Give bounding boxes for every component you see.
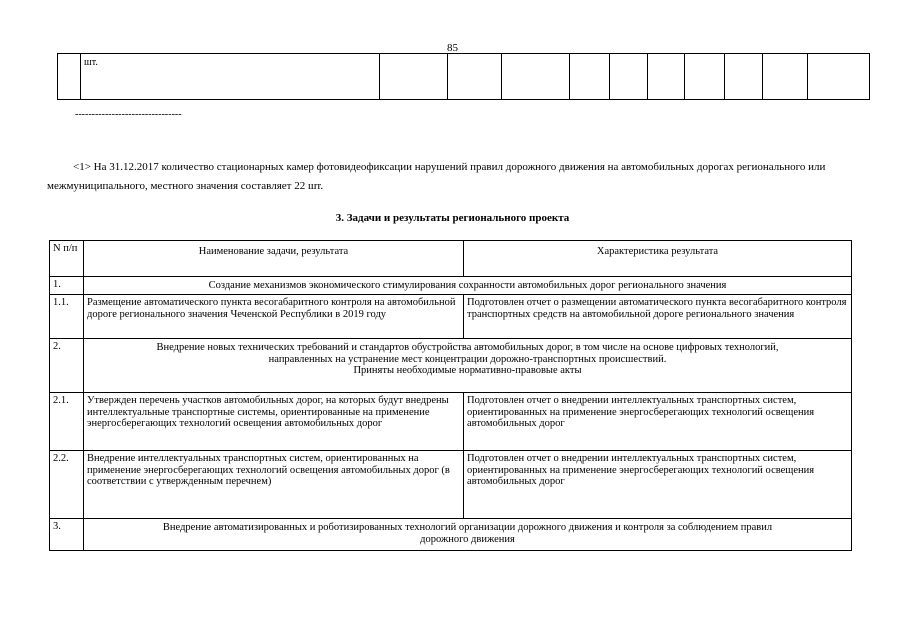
header-name: Наименование задачи, результата: [84, 241, 464, 277]
row-num: 3.: [50, 519, 84, 551]
table-row: [50, 277, 852, 295]
row-num: 1.1.: [50, 295, 84, 339]
table-cell: [685, 54, 725, 100]
table-cell: [570, 54, 610, 100]
table-cell: [725, 54, 763, 100]
table-cell: [763, 54, 808, 100]
task-heading: [84, 519, 852, 551]
table-row: [50, 519, 852, 551]
task-heading: [84, 339, 852, 393]
row-num: 2.: [50, 339, 84, 393]
footnote-text: <1> На 31.12.2017 количество стационарных камер фотовидеофиксации нарушений правил дорожного движения на автомобильных дорогах регионального или межмуниципального, местного значения составляет 22 шт.: [47, 161, 826, 192]
result-name: Утвержден перечень участков автомобильных дорог, на которых будут внедрены интеллектуальные транспортные системы, ориентированные на применение энергосберегающих технологий освещения автомобильных дорог: [84, 393, 464, 451]
row-num: 2.1.: [50, 393, 84, 451]
table-cell: [380, 54, 448, 100]
task-heading-text: Внедрение автоматизированных и роботизированных технологий организации дорожного движения и контроля за соблюдением правил дорожного движения: [162, 522, 773, 545]
table-cell: [610, 54, 648, 100]
continuation-table: [57, 53, 870, 100]
table-cell: [648, 54, 685, 100]
task-heading-text: Создание механизмов экономического стимулирования сохранности автомобильных дорог регионального значения: [208, 280, 727, 291]
footnote-separator: --------------------------------: [75, 109, 182, 120]
table-row: [50, 393, 852, 451]
table-row: [50, 295, 852, 339]
result-name: Внедрение интеллектуальных транспортных систем, ориентированных на применение энергосберегающих технологий освещения автомобильных дорог (в соответствии с утвержденным перечнем): [84, 451, 464, 519]
task-heading-note: Приняты необходимые нормативно-правовые акты: [353, 365, 582, 376]
task-heading: [84, 277, 852, 295]
table-row: [58, 54, 870, 100]
table-cell: [808, 54, 870, 100]
result-characteristic: Подготовлен отчет о размещении автоматического пункта весогабаритного контроля транспортных средств на автомобильной дороге регионального значения: [464, 295, 852, 339]
result-name: Размещение автоматического пункта весогабаритного контроля на автомобильной дороге регионального значения Чеченской Республики в 2019 году: [84, 295, 464, 339]
header-num: N п/п: [50, 241, 84, 277]
task-heading-text: Внедрение новых технических требований и стандартов обустройства автомобильных дорог, в том числе на основе цифровых технологий, направленных на устранение мест концентрации дорожно-транспортных происшествий.: [156, 342, 779, 365]
table-cell: [58, 54, 81, 100]
header-characteristic: Характеристика результата: [464, 241, 852, 277]
row-num: 1.: [50, 277, 84, 295]
table-cell: [448, 54, 502, 100]
result-characteristic: Подготовлен отчет о внедрении интеллектуальных транспортных систем, ориентированных на применение энергосберегающих технологий освещения автомобильных дорог: [464, 393, 852, 451]
result-characteristic: Подготовлен отчет о внедрении интеллектуальных транспортных систем, ориентированных на применение энергосберегающих технологий освещения автомобильных дорог: [464, 451, 852, 519]
table-header-row: [50, 241, 852, 277]
section-title: 3. Задачи и результаты регионального проекта: [335, 212, 570, 224]
page-number: 85: [447, 42, 458, 54]
table-cell: [502, 54, 570, 100]
table-row: [50, 451, 852, 519]
row-num: 2.2.: [50, 451, 84, 519]
table-row: [50, 339, 852, 393]
unit-cell: шт.: [81, 54, 380, 100]
tasks-table: [49, 240, 852, 551]
